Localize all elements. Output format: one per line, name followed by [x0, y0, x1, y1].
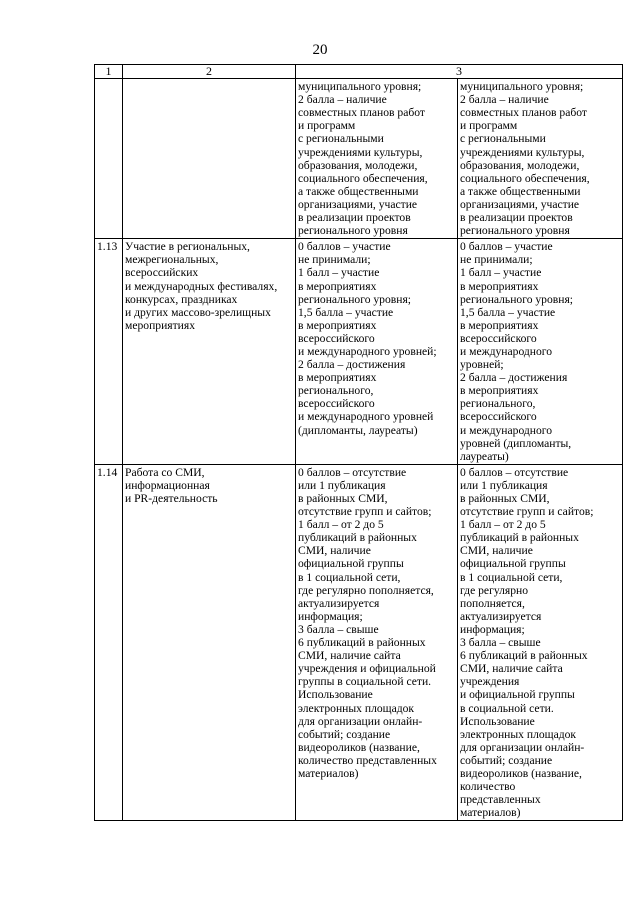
cell-text-line: с региональными [460, 132, 546, 146]
cell-text-line: публикаций в районных [298, 531, 417, 545]
cell-text-line: регионального уровня; [298, 292, 412, 306]
cell-text-line: количество представленных [298, 753, 437, 767]
cell-text-line: видеороликов (название, [298, 740, 420, 754]
cell-text-line: и международного [460, 344, 553, 358]
cell-text-line: электронных площадок [460, 727, 577, 741]
cell-text-line: 0 баллов – отсутствие [298, 465, 407, 479]
cell-text-line: 2 балла – достижения [460, 371, 568, 385]
cell-text-line: всероссийского [460, 410, 537, 424]
cell-text-line: а также общественными [298, 184, 419, 198]
score-description-cell-a [296, 239, 458, 465]
cell-text-line: и международного уровней [298, 410, 434, 424]
cell-text-line: совместных планов работ [298, 106, 425, 120]
cell-text-line: всероссийского [298, 397, 375, 411]
cell-text-line: конкурсах, праздниках [125, 292, 238, 306]
cell-text-line: и международных фестивалях, [125, 279, 278, 293]
cell-text-line: (дипломанты, лауреаты) [298, 423, 418, 437]
cell-text-line: отсутствие групп и сайтов; [460, 505, 594, 519]
cell-text-line: в районных СМИ, [298, 492, 388, 505]
cell-text-line: 1 балл – участие [460, 266, 542, 280]
table-row [95, 464, 623, 821]
cell-text-line: и международного [460, 423, 553, 437]
cell-text-line: и программ [298, 119, 356, 133]
cell-text-line: 2 балла – наличие [298, 93, 387, 107]
cell-text-line: организациями, участие [298, 197, 418, 211]
cell-text-line: или 1 публикация [298, 478, 386, 492]
cell-text-line: в мероприятиях [298, 318, 377, 332]
cell-text-line: регионального уровня; [460, 292, 574, 306]
cell-text-line: образования, молодежи, [460, 158, 580, 172]
cell-text-line: не принимали; [298, 253, 371, 267]
row-number-cell [95, 79, 123, 239]
cell-text-line: всероссийского [460, 331, 537, 345]
score-description-cell-b [458, 464, 623, 821]
cell-text-line: уровней (дипломанты, [460, 436, 572, 450]
cell-text-line: официальной группы [460, 557, 566, 571]
cell-text-line: 1 балл – участие [298, 266, 380, 280]
cell-text-line: и PR-деятельность [125, 492, 218, 505]
cell-text-line: информационная [125, 478, 210, 492]
cell-text-line: в мероприятиях [298, 371, 377, 385]
cell-text-line: в мероприятиях [460, 384, 539, 398]
cell-text-line: Участие в региональных, [125, 240, 250, 254]
score-description-cell-a [296, 79, 458, 239]
header-col-2: 2 [123, 65, 296, 79]
cell-text-line: 0 баллов – участие [460, 240, 553, 254]
cell-text-line: в 1 социальной сети, [298, 570, 401, 584]
cell-text-line: 3 балла – свыше [298, 622, 379, 636]
cell-text-line: муниципального уровня; [460, 80, 584, 94]
cell-text-line: регионального уровня [298, 224, 408, 238]
cell-text-line: количество [460, 780, 516, 794]
score-description-cell-b [458, 239, 623, 465]
score-description-cell-b [458, 79, 623, 239]
table-row [95, 239, 623, 465]
cell-text-line: и других массово-зрелищных [125, 305, 271, 319]
cell-text-line: материалов) [298, 766, 359, 780]
cell-text-line: где регулярно пополняется, [298, 583, 434, 597]
cell-text-line: СМИ, наличие [460, 544, 533, 558]
cell-text-line: социального обеспечения, [298, 171, 428, 185]
cell-text-line: в районных СМИ, [460, 492, 550, 505]
cell-text-line: уровней; [460, 358, 504, 372]
cell-text-line: событий; создание [460, 753, 553, 767]
cell-text-line: лауреаты) [460, 449, 509, 463]
cell-text-line: регионального, [298, 384, 374, 398]
cell-text-line: отсутствие групп и сайтов; [298, 505, 432, 519]
table-row [95, 79, 623, 239]
cell-text-line: и международного уровней; [298, 344, 437, 358]
cell-text-line: публикаций в районных [460, 531, 579, 545]
cell-text-line: не принимали; [460, 253, 533, 267]
criteria-table [94, 64, 623, 821]
cell-text-line: 0 баллов – участие [298, 240, 391, 254]
cell-text-line: 1 балл – от 2 до 5 [298, 518, 384, 532]
cell-text-line: учреждения [460, 675, 520, 689]
cell-text-line: для организации онлайн- [460, 740, 585, 754]
cell-text-line: 2 балла – достижения [298, 358, 406, 372]
cell-text-line: 2 балла – наличие [460, 93, 549, 107]
cell-text-line: образования, молодежи, [298, 158, 418, 172]
cell-text-line: в мероприятиях [460, 279, 539, 293]
cell-text-line: организациями, участие [460, 197, 580, 211]
cell-text-line: в социальной сети. [460, 701, 554, 715]
cell-text-line: событий; создание [298, 727, 391, 741]
cell-text-line: в мероприятиях [460, 318, 539, 332]
cell-text-line: для организации онлайн- [298, 714, 423, 728]
header-col-3: 3 [296, 65, 623, 79]
criterion-cell [123, 239, 296, 465]
cell-text-line: группы в социальной сети. [298, 675, 432, 689]
cell-text-line: всероссийского [298, 331, 375, 345]
cell-text-line: где регулярно [460, 583, 529, 597]
cell-text-line: межрегиональных, [125, 253, 219, 267]
cell-text-line: СМИ, наличие сайта [460, 662, 563, 676]
cell-text-line: муниципального уровня; [298, 80, 422, 94]
cell-text-line: материалов) [460, 806, 521, 820]
cell-text-line: регионального уровня [460, 224, 570, 238]
cell-text-line: официальной группы [298, 557, 404, 571]
cell-text-line: совместных планов работ [460, 106, 587, 120]
cell-text-line: информация; [460, 622, 525, 636]
cell-text-line: видеороликов (название, [460, 766, 582, 780]
cell-text-line: Работа со СМИ, [125, 465, 205, 479]
cell-text-line: 1 балл – от 2 до 5 [460, 518, 546, 532]
cell-text-line: Использование [298, 688, 373, 702]
cell-text-line: СМИ, наличие [298, 544, 371, 558]
page-number: 20 [312, 42, 328, 58]
cell-text-line: СМИ, наличие сайта [298, 649, 401, 663]
cell-text-line: в реализации проектов [460, 211, 573, 225]
cell-text-line: регионального, [460, 397, 536, 411]
cell-text-line: Использование [460, 714, 535, 728]
cell-text-line: и официальной группы [460, 688, 575, 702]
cell-text-line: в 1 социальной сети, [460, 570, 563, 584]
cell-text-line: 6 публикаций в районных [460, 649, 588, 663]
cell-text-line: 1,5 балла – участие [460, 305, 556, 319]
cell-text-line: с региональными [298, 132, 384, 146]
cell-text-line: и программ [460, 119, 518, 133]
cell-text-line: или 1 публикация [460, 478, 548, 492]
cell-text-line: актуализируется [298, 596, 380, 610]
cell-text-line: 6 публикаций в районных [298, 636, 426, 650]
cell-text-line: электронных площадок [298, 701, 415, 715]
cell-text-line: учреждениями культуры, [460, 145, 585, 159]
cell-text-line: 3 балла – свыше [460, 636, 541, 650]
cell-text-line: всероссийских [125, 266, 199, 280]
cell-text-line: в реализации проектов [298, 211, 411, 225]
cell-text-line: пополняется, [460, 596, 525, 610]
cell-text-line: 1,5 балла – участие [298, 305, 394, 319]
cell-text-line: в мероприятиях [298, 279, 377, 293]
cell-text-line: 0 баллов – отсутствие [460, 465, 569, 479]
score-description-cell-a [296, 464, 458, 821]
row-number-cell: 1.13 [95, 239, 123, 465]
cell-text-line: учреждениями культуры, [298, 145, 423, 159]
cell-text-line: мероприятиях [125, 318, 196, 332]
cell-text-line: актуализируется [460, 609, 542, 623]
cell-text-line: представленных [460, 793, 541, 807]
header-col-1: 1 [95, 65, 123, 79]
cell-text-line: информация; [298, 609, 363, 623]
cell-text-line: учреждения и официальной [298, 662, 436, 676]
criterion-cell [123, 79, 296, 239]
table-header-row [95, 65, 623, 79]
cell-text-line: социального обеспечения, [460, 171, 590, 185]
criterion-cell [123, 464, 296, 821]
cell-text-line: а также общественными [460, 184, 581, 198]
row-number-cell: 1.14 [95, 464, 123, 821]
